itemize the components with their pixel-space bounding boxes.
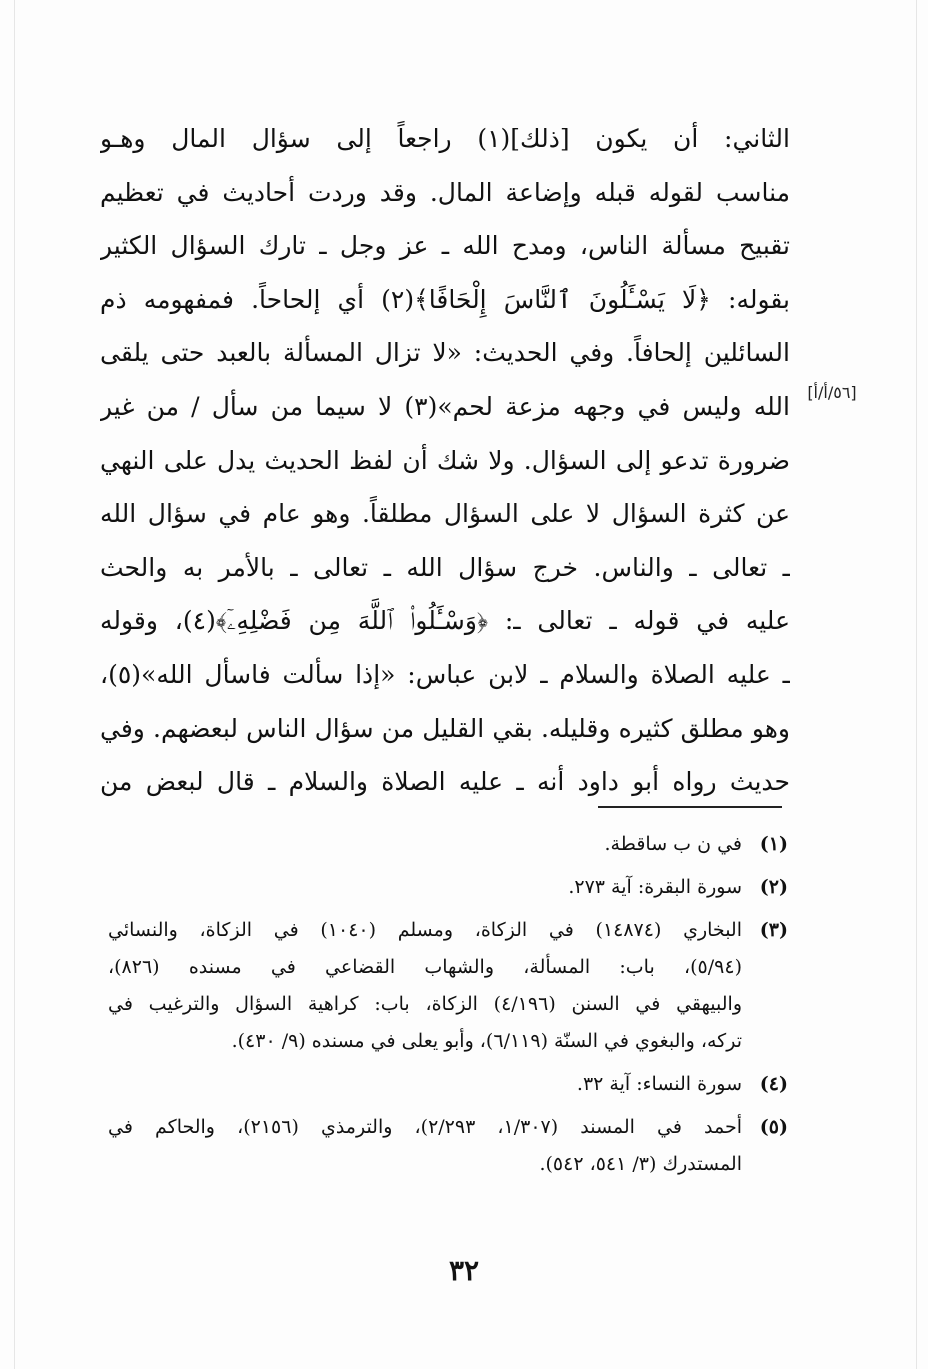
footnote-line: المستدرك (٣/ ٥٤١، ٥٤٢). xyxy=(539,1153,742,1175)
main-line: حديث رواه أبو داود أنه ـ عليه الصلاة والسلام ـ قال لبعض من xyxy=(100,767,790,797)
main-line: ضرورة تدعو إلى السؤال. ولا شك أن لفظ الحديث يدل على النهي xyxy=(100,445,790,475)
footnote-line: سورة النساء: آية ٣٢. xyxy=(576,1073,742,1095)
main-line: الله وليس في وجهه مزعة لحم»(٣) لا سيما من سأل / من غير xyxy=(100,391,790,421)
footnote-number: (٢) xyxy=(759,876,788,898)
scan-edge-right xyxy=(916,0,917,1369)
footnote-number: (٥) xyxy=(759,1116,788,1138)
main-line: وهو مطلق كثيره وقليله. بقي القليل من سؤال الناس لبعضهم. وفي xyxy=(100,713,790,743)
footnote-item xyxy=(108,912,788,1060)
footnote-number: (٣) xyxy=(759,919,788,941)
footnote-item xyxy=(108,1109,788,1183)
main-line: تقبيح مسألة الناس، ومدح الله ـ عز وجل ـ تارك السؤال الكثير xyxy=(100,231,790,261)
footnote-text xyxy=(108,1109,742,1183)
main-line: السائلين إلحافاً. وفي الحديث: «لا تزال المسألة بالعبد حتى يلقى xyxy=(100,338,790,368)
main-line: مناسب لقوله قبله وإضاعة المال. وقد وردت أحاديث في تعظيم xyxy=(100,177,790,207)
footnote-item xyxy=(108,826,788,863)
main-line: عن كثرة السؤال لا على السؤال مطلقاً. وهو عام في سؤال الله xyxy=(100,499,790,529)
main-line: ـ عليه الصلاة والسلام ـ لابن عباس: «إذا سألت فاسأل الله»(٥)، xyxy=(100,659,790,689)
main-line: عليه في قوله ـ تعالى ـ: ﴿وَسْـَٔلُوا۟ ٱللَّهَ مِن فَضْلِهِۦٓ﴾(٤)، وقوله xyxy=(100,606,790,636)
footnote-item xyxy=(108,869,788,906)
footnote-divider xyxy=(598,806,782,808)
footnote-line: البخاري (١٤٨٧٤) في الزكاة، ومسلم (١٠٤٠) في الزكاة، والنسائي xyxy=(108,919,742,941)
footnotes-block xyxy=(108,826,788,1189)
footnote-text xyxy=(108,869,742,906)
footnote-text xyxy=(108,912,742,1060)
footnote-line: تركه، والبغوي في السنّة (٦/١١٩)، وأبو يعلى في مسنده (٩/ ٤٣٠). xyxy=(231,1030,742,1052)
footnote-line: والبيهقي في السنن (٤/١٩٦) الزكاة، باب: كراهية السؤال والترغيب في xyxy=(108,993,742,1015)
main-text-block xyxy=(100,112,790,809)
footnote-text xyxy=(108,826,742,863)
footnote-line: في ن ب ساقطة. xyxy=(604,833,742,855)
main-line: الثاني: أن يكون [ذلك](١) راجعاً إلى سؤال المال وهـو xyxy=(100,124,790,153)
page-number: ٣٢ xyxy=(448,1254,480,1287)
main-line: بقوله: ﴿لَا يَسْـَٔلُونَ ٱلنَّاسَ إِلْحَافًا﴾(٢) أي إلحاحاً. فمفهومه ذم xyxy=(100,284,790,314)
footnote-number: (٤) xyxy=(759,1073,788,1095)
footnote-number: (١) xyxy=(759,833,788,855)
main-line: ـ تعالى ـ والناس. خرج سؤال الله ـ تعالى ـ بالأمر به والحث xyxy=(100,552,790,582)
footnote-text xyxy=(108,1066,742,1103)
footnote-item xyxy=(108,1066,788,1103)
footnote-line: (٥/٩٤)، باب: المسألة، والشهاب القضاعي في مسنده (٨٢٦)، xyxy=(108,956,742,978)
scan-edge-left xyxy=(14,0,15,1369)
footnote-line: سورة البقرة: آية ٢٧٣. xyxy=(568,876,742,898)
manuscript-folio-marker: [٥٦/أ/أ] xyxy=(807,383,857,402)
footnote-line: أحمد في المسند (١/٣٠٧، ٢/٢٩٣)، والترمذي (٢١٥٦)، والحاكم في xyxy=(108,1116,742,1138)
